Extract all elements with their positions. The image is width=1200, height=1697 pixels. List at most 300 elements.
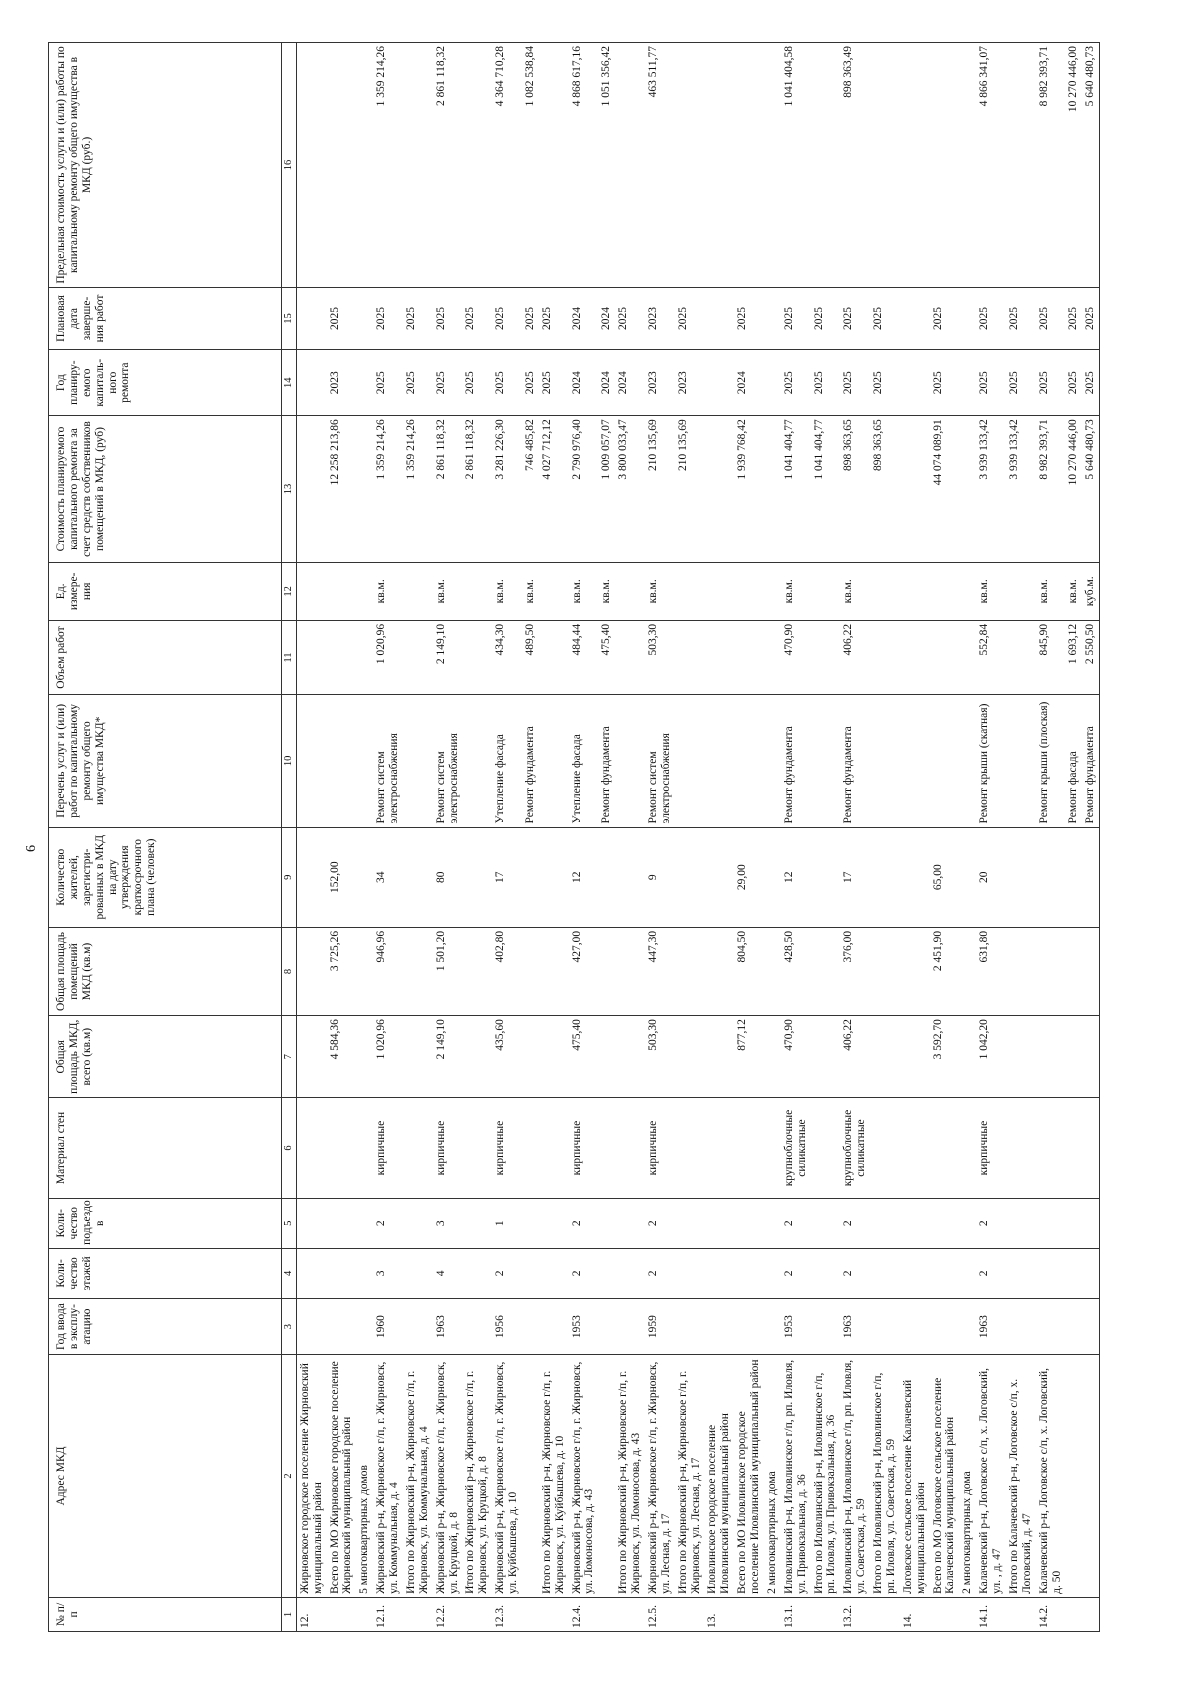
table-cell xyxy=(870,827,900,927)
table-cell: кирпичные xyxy=(433,1098,463,1198)
table-row xyxy=(900,43,930,1632)
table-cell: кв.м. xyxy=(598,562,615,620)
table-cell: 2 xyxy=(976,1248,1006,1298)
table-cell xyxy=(1036,1016,1066,1098)
table-row xyxy=(433,43,463,1632)
table-cell xyxy=(1006,1298,1036,1354)
column-number: 3 xyxy=(282,1298,297,1354)
table-cell: 1963 xyxy=(976,1298,1006,1354)
table-cell xyxy=(296,827,326,927)
table-cell xyxy=(462,1298,492,1354)
table-cell xyxy=(704,1298,734,1354)
table-cell: Калачевский р-н, Логовское с/п, х. Логовский, д. 50 xyxy=(1036,1355,1066,1598)
table-cell: 552,84 xyxy=(976,620,1006,694)
table-cell xyxy=(675,695,705,827)
table-cell xyxy=(539,1298,569,1354)
table-cell xyxy=(296,1198,326,1248)
table-cell xyxy=(615,562,645,620)
table-cell xyxy=(598,1198,615,1248)
table-cell xyxy=(615,43,645,288)
table-cell xyxy=(930,1098,960,1198)
table-cell: 8 982 393,71 xyxy=(1036,43,1066,288)
table-cell xyxy=(870,695,900,827)
table-cell xyxy=(675,562,705,620)
table-cell: Ремонт систем электроснабжения xyxy=(645,695,675,827)
table-cell: 2025 xyxy=(492,350,522,416)
table-cell: 2025 xyxy=(327,287,357,349)
table-cell: 4 868 617,16 xyxy=(569,43,599,288)
table-cell: Ремонт крыши (скатная) xyxy=(976,695,1006,827)
table-cell: 34 xyxy=(373,827,403,927)
table-cell: 1 693,12 xyxy=(1065,620,1082,694)
table-cell xyxy=(870,1016,900,1098)
table-cell xyxy=(959,287,976,349)
table-cell: 746 485,82 xyxy=(522,416,539,562)
table-cell xyxy=(734,1248,764,1298)
table-cell xyxy=(900,287,930,349)
table-row xyxy=(615,43,645,1632)
table-cell: 1963 xyxy=(840,1298,870,1354)
table-cell xyxy=(356,1248,373,1298)
table-cell xyxy=(764,695,781,827)
table-cell: 2025 xyxy=(870,287,900,349)
table-cell: 2025 xyxy=(373,287,403,349)
table-row xyxy=(356,43,373,1632)
table-cell: 2025 xyxy=(675,287,705,349)
table-cell: кирпичные xyxy=(976,1098,1006,1198)
table-cell: 2025 xyxy=(1065,287,1082,349)
table-cell xyxy=(870,1098,900,1198)
table-cell xyxy=(1006,827,1036,927)
table-cell xyxy=(1082,927,1099,1015)
table-cell: 4 027 712,12 xyxy=(539,416,569,562)
table-cell: 2025 xyxy=(1006,287,1036,349)
table-cell xyxy=(900,827,930,927)
column-number: 16 xyxy=(282,43,297,288)
table-cell: 2 xyxy=(781,1248,811,1298)
header-cell: Материал стен xyxy=(49,1098,282,1198)
table-cell: 898 363,65 xyxy=(870,416,900,562)
table-row xyxy=(840,43,870,1632)
table-cell xyxy=(403,620,433,694)
table-cell xyxy=(615,1198,645,1248)
table-cell: 2024 xyxy=(569,287,599,349)
table-cell: 3 939 133,42 xyxy=(976,416,1006,562)
table-cell xyxy=(327,1198,357,1248)
table-cell: Иловлинский р-н, Иловлинское г/п, рп. Иловля, ул. Советская, д. 59 xyxy=(840,1355,870,1598)
table-cell xyxy=(704,1098,734,1198)
table-cell xyxy=(296,620,326,694)
table-cell: кирпичные xyxy=(373,1098,403,1198)
table-cell: Всего по МО Жирновское городское поселение Жирновский муниципальный район xyxy=(327,1355,357,1598)
table-cell xyxy=(1065,1098,1082,1198)
table-cell xyxy=(403,43,433,288)
table-cell: 2 xyxy=(840,1248,870,1298)
table-cell xyxy=(734,695,764,827)
table-cell xyxy=(356,927,373,1015)
table-cell xyxy=(900,1248,930,1298)
column-number: 13 xyxy=(282,416,297,562)
table-cell: 2025 xyxy=(1036,287,1066,349)
table-cell: 1 359 214,26 xyxy=(373,43,403,288)
table-cell xyxy=(598,1248,615,1298)
table-cell: кв.м. xyxy=(433,562,463,620)
table-cell xyxy=(403,827,433,927)
table-cell: 2025 xyxy=(930,350,960,416)
table-cell: 2 xyxy=(840,1198,870,1248)
table-cell xyxy=(598,927,615,1015)
table-cell: 2 861 118,32 xyxy=(433,416,463,562)
table-cell: 2 149,10 xyxy=(433,1016,463,1098)
table-cell: Итого по Иловлинский р-н, Иловлинское г/п, рп. Иловля, ул. Советская, д. 59 xyxy=(870,1355,900,1598)
table-cell xyxy=(403,1597,433,1631)
table-row xyxy=(598,43,615,1632)
table-cell xyxy=(704,1248,734,1298)
table-cell xyxy=(522,1016,539,1098)
table-cell: 2025 xyxy=(1006,350,1036,416)
table-cell xyxy=(356,1016,373,1098)
table-cell xyxy=(1036,927,1066,1015)
table-cell xyxy=(900,927,930,1015)
table-cell: 1956 xyxy=(492,1298,522,1354)
table-cell: 447,30 xyxy=(645,927,675,1015)
table-row xyxy=(373,43,403,1632)
table-cell: 4 xyxy=(433,1248,463,1298)
table-cell xyxy=(1082,1248,1099,1298)
table-row xyxy=(327,43,357,1632)
table-cell xyxy=(615,827,645,927)
table-cell: Ремонт фасада xyxy=(1065,695,1082,827)
table-cell xyxy=(462,827,492,927)
table-cell: 20 xyxy=(976,827,1006,927)
table-cell xyxy=(539,827,569,927)
table-cell: 2025 xyxy=(462,287,492,349)
table-cell: 2025 xyxy=(734,287,764,349)
table-cell: 2 861 118,32 xyxy=(433,43,463,288)
table-cell: 210 135,69 xyxy=(675,416,705,562)
table-cell xyxy=(675,1198,705,1248)
table-cell: 2025 xyxy=(373,350,403,416)
table-cell: кв.м. xyxy=(522,562,539,620)
table-cell: Жирновское городское поселение Жирновский муниципальный район xyxy=(296,1355,326,1598)
table-cell xyxy=(1006,1016,1036,1098)
table-cell xyxy=(675,1016,705,1098)
table-cell xyxy=(1006,695,1036,827)
table-cell xyxy=(811,43,841,288)
table-cell xyxy=(356,827,373,927)
table-cell: 2023 xyxy=(327,350,357,416)
table-cell xyxy=(734,1098,764,1198)
table-cell xyxy=(462,562,492,620)
table-cell: 3 939 133,42 xyxy=(1006,416,1036,562)
column-number: 6 xyxy=(282,1098,297,1198)
table-cell: Утепление фасада xyxy=(492,695,522,827)
header-cell: Адрес МКД xyxy=(49,1355,282,1598)
table-cell: 470,90 xyxy=(781,620,811,694)
table-cell: крупноблочные силикатные xyxy=(781,1098,811,1198)
table-cell xyxy=(462,1098,492,1198)
table-cell xyxy=(522,927,539,1015)
table-cell: Ремонт фундамента xyxy=(598,695,615,827)
table-cell: 2025 xyxy=(976,287,1006,349)
table-cell xyxy=(615,1597,645,1631)
table-cell: 2025 xyxy=(522,350,539,416)
table-cell: 2025 xyxy=(1036,350,1066,416)
table-cell: 2 550,50 xyxy=(1082,620,1099,694)
table-cell: 12 xyxy=(781,827,811,927)
table-cell xyxy=(539,1198,569,1248)
table-cell xyxy=(598,827,615,927)
table-cell: 877,12 xyxy=(734,1016,764,1098)
table-cell xyxy=(327,1248,357,1298)
column-number: 2 xyxy=(282,1355,297,1598)
table-cell: 3 800 033,47 xyxy=(615,416,645,562)
table-cell: 12 258 213,86 xyxy=(327,416,357,562)
table-cell: кв.м. xyxy=(1065,562,1082,620)
table-cell: Итого по Жирновский р-н, Жирновское г/п, г. Жирновск, ул. Коммунальная, д. 4 xyxy=(403,1355,433,1598)
table-cell xyxy=(296,1248,326,1298)
table-cell xyxy=(1006,620,1036,694)
table-cell: Итого по Жирновский р-н, Жирновское г/п, г. Жирновск, ул. Круцкой, д. 8 xyxy=(462,1355,492,1598)
table-cell xyxy=(1082,1298,1099,1354)
table-cell xyxy=(403,1298,433,1354)
table-cell: Итого по Калачевский р-н, Логовское с/п, х. Логовский, д. 47 xyxy=(1006,1355,1036,1598)
table-cell: кирпичные xyxy=(492,1098,522,1198)
table-cell xyxy=(870,927,900,1015)
table-cell xyxy=(811,562,841,620)
table-cell: 2 149,10 xyxy=(433,620,463,694)
table-cell xyxy=(959,927,976,1015)
table-cell: Логовское сельское поселение Калачевский муниципальный район xyxy=(900,1355,930,1598)
table-cell: 2025 xyxy=(870,350,900,416)
table-cell: 3 592,70 xyxy=(930,1016,960,1098)
table-cell: 2025 xyxy=(930,287,960,349)
header-cell: Год ввода в эксплу-атацию xyxy=(49,1298,282,1354)
table-cell: 2025 xyxy=(811,350,841,416)
table-cell xyxy=(704,1198,734,1248)
table-cell xyxy=(615,620,645,694)
table-cell xyxy=(811,695,841,827)
table-cell xyxy=(1082,1198,1099,1248)
table-cell: Ремонт фундамента xyxy=(781,695,811,827)
table-cell xyxy=(704,1016,734,1098)
table-cell: 12.5. xyxy=(645,1597,675,1631)
table-cell: 2024 xyxy=(734,350,764,416)
table-cell: Жирновский р-н, Жирновское г/п, г. Жирновск, ул. Куйбышева, д. 10 xyxy=(492,1355,522,1598)
table-cell xyxy=(522,1298,539,1354)
table-cell xyxy=(1036,1248,1066,1298)
table-cell xyxy=(1006,1198,1036,1248)
table-cell xyxy=(522,1597,539,1631)
table-cell: Ремонт систем электроснабжения xyxy=(433,695,463,827)
table-cell xyxy=(403,927,433,1015)
table-cell: 80 xyxy=(433,827,463,927)
table-cell xyxy=(356,416,373,562)
header-cell: Плановая дата заверше-ния работ xyxy=(49,287,282,349)
table-cell xyxy=(764,1298,781,1354)
page-number: 6 xyxy=(24,845,39,852)
table-cell: 3 281 226,30 xyxy=(492,416,522,562)
table-cell: 2 790 976,40 xyxy=(569,416,599,562)
table-cell xyxy=(296,1016,326,1098)
table-cell: кв.м. xyxy=(569,562,599,620)
table-cell: Ремонт крыши (плоская) xyxy=(1036,695,1066,827)
table-cell: кв.м. xyxy=(492,562,522,620)
table-cell xyxy=(327,562,357,620)
table-cell: Ремонт фундамента xyxy=(522,695,539,827)
table-cell: Ремонт систем электроснабжения xyxy=(373,695,403,827)
table-cell xyxy=(296,287,326,349)
table-cell xyxy=(704,827,734,927)
header-cell: Перечень услуг и (или) работ по капитальному ремонту общего имущества МКД* xyxy=(49,695,282,827)
table-cell xyxy=(959,1298,976,1354)
table-cell xyxy=(1006,562,1036,620)
table-cell xyxy=(959,43,976,288)
table-cell xyxy=(598,1098,615,1198)
table-cell xyxy=(764,1597,781,1631)
table-cell: Итого по Жирновский р-н, Жирновское г/п, г. Жирновск, ул. Ломоносова, д. 43 xyxy=(615,1355,645,1598)
table-cell: Итого по Жирновский р-н, Жирновское г/п, г. Жирновск, ул. Куйбышева, д. 10 xyxy=(539,1355,569,1598)
table-cell: 44 074 089,91 xyxy=(930,416,960,562)
table-cell: 3 xyxy=(433,1198,463,1248)
table-cell xyxy=(959,1098,976,1198)
table-cell xyxy=(1065,927,1082,1015)
table-cell: 65,00 xyxy=(930,827,960,927)
table-cell: 427,00 xyxy=(569,927,599,1015)
header-cell: Ед. измере-ния xyxy=(49,562,282,620)
table-cell xyxy=(704,695,734,827)
table-cell: Ремонт фундамента xyxy=(840,695,870,827)
table-cell: 2024 xyxy=(569,350,599,416)
table-cell xyxy=(539,43,569,288)
table-cell: 5 многоквартирных домов xyxy=(356,1355,373,1598)
table-cell xyxy=(811,620,841,694)
table-cell: 1 020,96 xyxy=(373,1016,403,1098)
table-cell: 1 939 768,42 xyxy=(734,416,764,562)
table-cell xyxy=(900,695,930,827)
table-cell: крупноблочные силикатные xyxy=(840,1098,870,1198)
table-cell: 17 xyxy=(840,827,870,927)
table-row xyxy=(1036,43,1066,1632)
table-cell xyxy=(930,695,960,827)
table-cell: 13. xyxy=(704,1597,734,1631)
table-cell: 434,30 xyxy=(492,620,522,694)
table-cell xyxy=(764,620,781,694)
column-number: 14 xyxy=(282,350,297,416)
table-cell xyxy=(959,695,976,827)
table-cell xyxy=(539,1016,569,1098)
table-row xyxy=(522,43,539,1632)
table-cell xyxy=(539,620,569,694)
table-row xyxy=(539,43,569,1632)
table-cell: 1 020,96 xyxy=(373,620,403,694)
table-cell: 2025 xyxy=(522,287,539,349)
table-cell: кв.м. xyxy=(1036,562,1066,620)
table-cell xyxy=(1082,1016,1099,1098)
table-cell: 2024 xyxy=(598,350,615,416)
table-cell xyxy=(615,1298,645,1354)
table-cell: 5 640 480,73 xyxy=(1082,416,1099,562)
table-cell xyxy=(327,1298,357,1354)
table-cell: 2 xyxy=(645,1198,675,1248)
table-cell xyxy=(356,620,373,694)
table-cell xyxy=(598,1355,615,1598)
column-number: 5 xyxy=(282,1198,297,1248)
table-cell xyxy=(870,43,900,288)
table-cell: 2 многоквартирных дома xyxy=(959,1355,976,1598)
table-cell: 1 xyxy=(492,1198,522,1248)
table-cell: 2025 xyxy=(539,287,569,349)
table-cell: 503,30 xyxy=(645,1016,675,1098)
header-cell: Стоимость планируемого капитального ремонта за счет средств собственников помещений в МКД, (руб) xyxy=(49,416,282,562)
table-cell xyxy=(675,1248,705,1298)
table-row xyxy=(704,43,734,1632)
header-cell: Коли-чество этажей xyxy=(49,1248,282,1298)
table-cell: 13.1. xyxy=(781,1597,811,1631)
table-cell xyxy=(403,1248,433,1298)
table-cell: кирпичные xyxy=(645,1098,675,1198)
table-cell xyxy=(704,350,734,416)
table-cell: 470,90 xyxy=(781,1016,811,1098)
table-cell xyxy=(811,827,841,927)
table-cell: 2025 xyxy=(976,350,1006,416)
table-row xyxy=(870,43,900,1632)
table-cell xyxy=(734,1597,764,1631)
table-cell xyxy=(734,620,764,694)
header-cell: Общая площадь МКД, всего (кв.м) xyxy=(49,1016,282,1098)
column-number: 15 xyxy=(282,287,297,349)
table-cell xyxy=(598,1597,615,1631)
table-cell: 406,22 xyxy=(840,620,870,694)
table-cell: 1959 xyxy=(645,1298,675,1354)
table-cell xyxy=(704,927,734,1015)
table-cell xyxy=(900,562,930,620)
table-cell xyxy=(704,43,734,288)
table-cell xyxy=(959,620,976,694)
table-cell xyxy=(539,1248,569,1298)
table-cell xyxy=(403,1016,433,1098)
table-cell xyxy=(959,350,976,416)
table-cell: 1 359 214,26 xyxy=(403,416,433,562)
table-cell xyxy=(1082,1098,1099,1198)
column-number: 1 xyxy=(282,1597,297,1631)
table-cell: 1 041 404,77 xyxy=(781,416,811,562)
table-cell: 152,00 xyxy=(327,827,357,927)
table-cell: кв.м. xyxy=(373,562,403,620)
table-cell xyxy=(930,1597,960,1631)
table-cell: Всего по МО Иловлинское городское поселение Иловлинский муниципальный район xyxy=(734,1355,764,1598)
table-cell: 402,80 xyxy=(492,927,522,1015)
column-number: 7 xyxy=(282,1016,297,1098)
table-cell xyxy=(959,562,976,620)
table-cell: 2 xyxy=(569,1198,599,1248)
table-cell xyxy=(675,620,705,694)
table-cell: 10 270 446,00 xyxy=(1065,43,1082,288)
table-cell: кирпичные xyxy=(569,1098,599,1198)
table-cell: Жирновский р-н, Жирновское г/п, г. Жирновск, ул. Лесная, д. 17 xyxy=(645,1355,675,1598)
table-cell xyxy=(900,620,930,694)
table-cell xyxy=(615,1016,645,1098)
table-cell: 3 725,26 xyxy=(327,927,357,1015)
table-cell xyxy=(296,562,326,620)
table-cell xyxy=(356,350,373,416)
table-cell xyxy=(1036,827,1066,927)
table-cell xyxy=(764,1016,781,1098)
table-cell: 4 866 341,07 xyxy=(976,43,1006,288)
table-cell xyxy=(959,1016,976,1098)
table-cell: 14.2. xyxy=(1036,1597,1066,1631)
table-row xyxy=(1082,43,1099,1632)
